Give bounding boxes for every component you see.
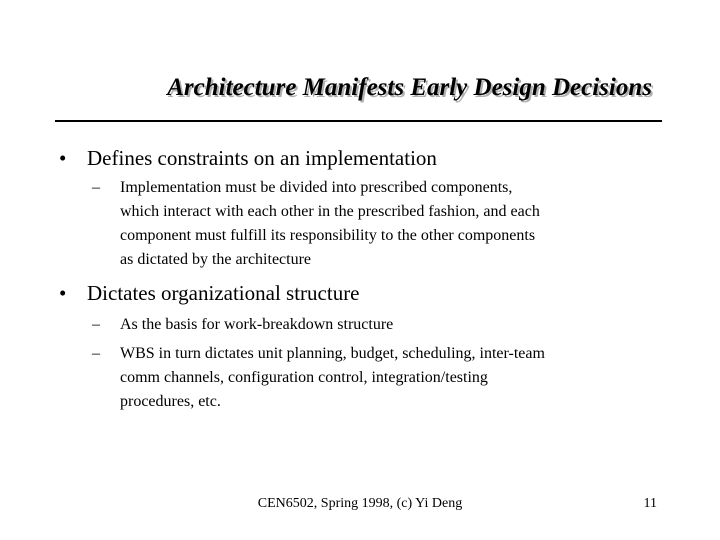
sub-item-wbs-basis	[92, 313, 665, 337]
slide-footer: CEN6502, Spring 1998, (c) Yi Deng	[257, 496, 463, 511]
sub-item-text	[120, 342, 665, 414]
sub-item-line: component must fulfill its responsibility to the other components	[120, 227, 536, 244]
sub-item-line: as dictated by the architecture	[120, 251, 312, 268]
sub-item-line: Implementation must be divided into prescribed components,	[120, 179, 513, 196]
sub-item-implementation	[92, 176, 665, 272]
sub-item-marker: –	[92, 345, 100, 362]
sub-item-marker: –	[92, 316, 100, 333]
sub-item-line: comm channels, configuration control, integration/testing	[120, 369, 488, 386]
bullet-text: Defines constraints on an implementation	[87, 146, 437, 170]
sub-item-text	[120, 313, 665, 337]
bullet-marker: •	[59, 281, 67, 305]
sub-item-text	[120, 176, 665, 272]
page-number: 11	[643, 496, 657, 511]
bullet-item-organization	[59, 280, 360, 306]
sub-item-wbs-dictates	[92, 342, 665, 414]
sub-item-line: which interact with each other in the prescribed fashion, and each	[120, 203, 540, 220]
sub-item-line: procedures, etc.	[120, 393, 221, 410]
bullet-item-constraints	[59, 145, 437, 171]
sub-item-line: WBS in turn dictates unit planning, budget, scheduling, inter-team	[120, 345, 545, 362]
title-divider	[55, 120, 662, 122]
slide-title: Architecture Manifests Early Design Decisions	[167, 74, 652, 101]
bullet-marker: •	[59, 146, 67, 170]
sub-item-marker: –	[92, 179, 100, 196]
bullet-text: Dictates organizational structure	[87, 281, 360, 305]
sub-item-line: As the basis for work-breakdown structure	[120, 316, 394, 333]
